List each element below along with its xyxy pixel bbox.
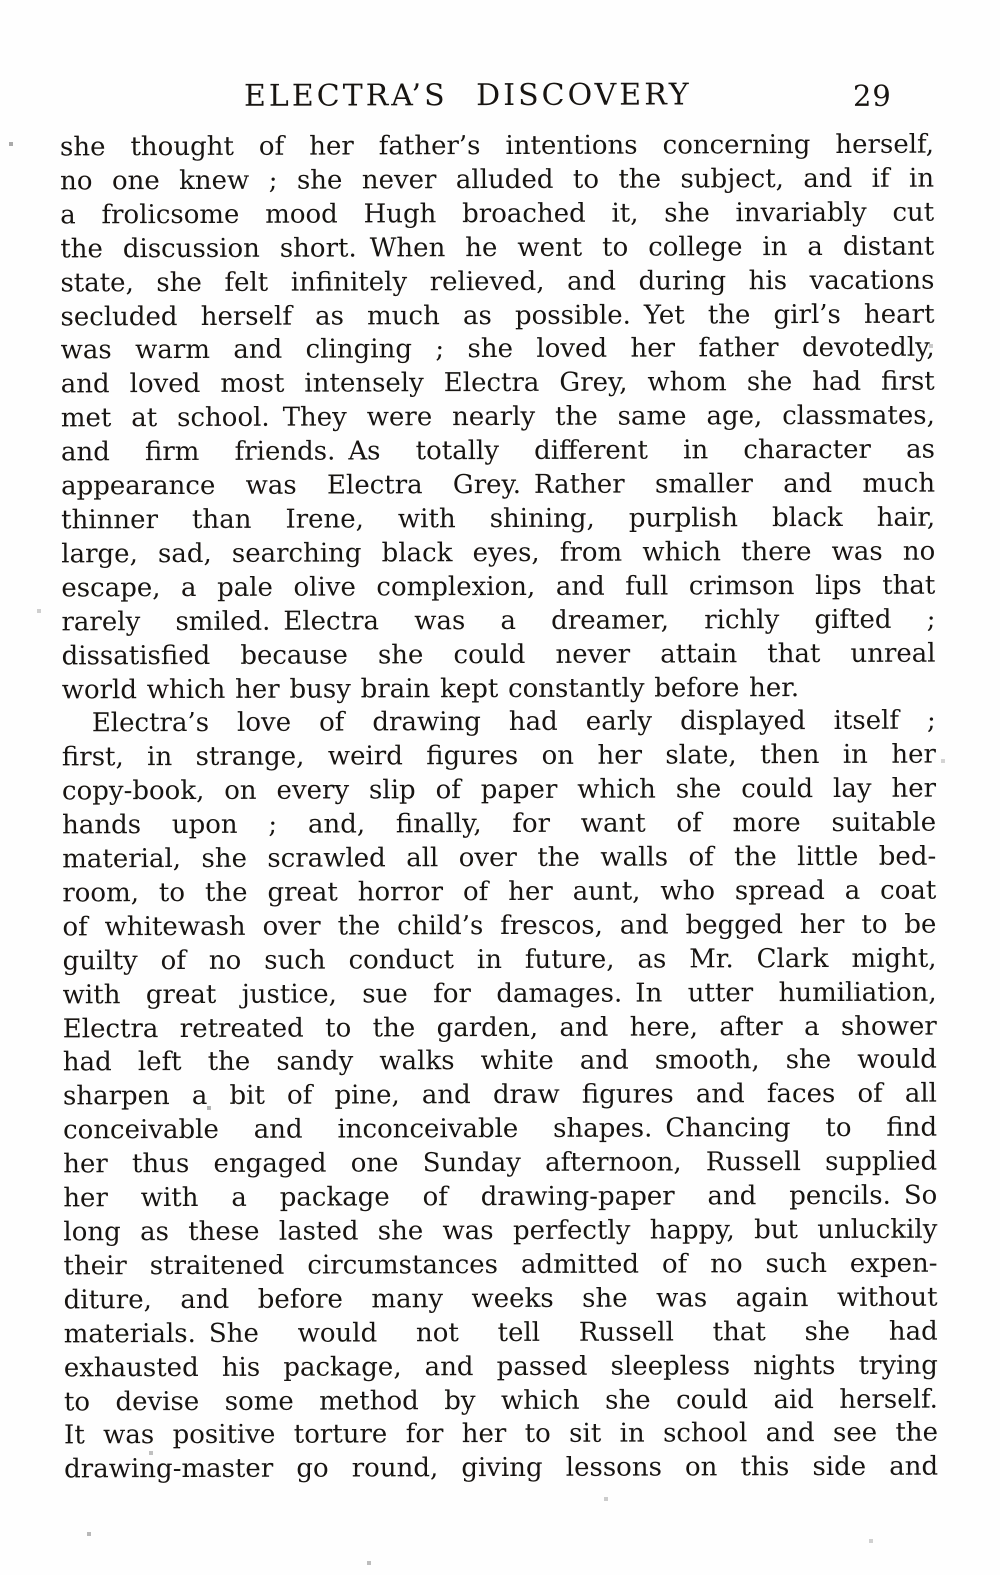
text-line: sharpen a bit of pine, and draw figures and faces of all (62, 1079, 938, 1112)
text-line: copy-book, on every slip of paper which she could lay her (61, 773, 937, 807)
text-line: was warm and clinging ; she loved her father devotedly, (60, 333, 935, 366)
text-line: world which her busy brain kept constantly before her. (61, 672, 800, 705)
text-line: secluded herself as much as possible. Yet the girl’s heart (60, 299, 935, 332)
text-line: guilty of no such conduct in future, as Mr. Clark might, (62, 943, 937, 977)
text-line: the discussion short. When he went to college in a distant (60, 231, 935, 265)
text-line: Electra’s love of drawing had early displayed itself ; (91, 706, 936, 739)
text-line: Electra retreated to the garden, and here, after a shower (62, 1011, 937, 1044)
text-line: It was positive torture for her to sit in school and see the (63, 1418, 939, 1451)
text-line: materials. She would not tell Russell that she had (63, 1316, 938, 1350)
text-line: material, she scrawled all over the walls of the little bed- (62, 841, 937, 875)
text-line: escape, a pale olive complexion, and full crimson lips that (61, 570, 936, 604)
text-line: state, she felt infinitely relieved, and during his vacations (60, 265, 935, 299)
text-line: her thus engaged one Sunday afternoon, Russell supplied (63, 1146, 938, 1180)
text-line: her with a package of drawing-paper and pencils. So (63, 1180, 938, 1214)
text-line: exhausted his package, and passed sleepless nights trying (63, 1350, 938, 1383)
text-line: diture, and before many weeks she was again without (63, 1282, 938, 1316)
scan-speckles-decoration (0, 0, 2, 2)
text-line: long as these lasted she was perfectly happy, but unluckily (63, 1214, 938, 1248)
text-line: and loved most intensely Electra Grey, whom she had first (60, 366, 935, 400)
text-line: no one knew ; she never alluded to the subject, and if in (60, 163, 935, 197)
text-line: thinner than Irene, with shining, purplish black hair, (61, 502, 936, 536)
text-line: of whitewash over the child’s frescos, and begged her to be (62, 909, 937, 943)
text-line: to devise some method by which she could aid herself. (63, 1384, 938, 1417)
text-line: had left the sandy walks white and smooth, she would (62, 1045, 937, 1078)
text-line: their straitened circumstances admitted of no such expen- (63, 1248, 938, 1282)
text-line: drawing-master go round, giving lessons on this side and (64, 1451, 939, 1485)
running-title: ELECTRA’S DISCOVERY (243, 77, 692, 114)
page-header (60, 77, 876, 115)
text-line: first, in strange, weird figures on her slate, then in her (61, 739, 936, 773)
text-line: appearance was Electra Grey. Rather smaller and much (61, 468, 936, 502)
text-line: hands upon ; and, finally, for want of more suitable (62, 807, 937, 841)
text-line: and firm friends. As totally different in character as (60, 434, 935, 468)
text-line: a frolicsome mood Hugh broached it, she invariably cut (60, 197, 935, 231)
text-line: dissatisfied because she could never attain that unreal (61, 638, 936, 671)
text-line: she thought of her father’s intentions concerning herself, (59, 129, 935, 163)
text-line: with great justice, sue for damages. In utter humiliation, (62, 977, 937, 1011)
text-line: conceivable and inconceivable shapes. Chancing to find (63, 1112, 938, 1146)
body-text (60, 129, 938, 1488)
text-line: large, sad, searching black eyes, from which there was no (61, 536, 936, 570)
page-number: 29 (852, 78, 892, 113)
text-line: met at school. They were nearly the same age, classmates, (60, 400, 935, 434)
text-line: rarely smiled. Electra was a dreamer, richly gifted ; (61, 604, 936, 638)
text-line: room, to the great horror of her aunt, who spread a coat (62, 875, 937, 909)
